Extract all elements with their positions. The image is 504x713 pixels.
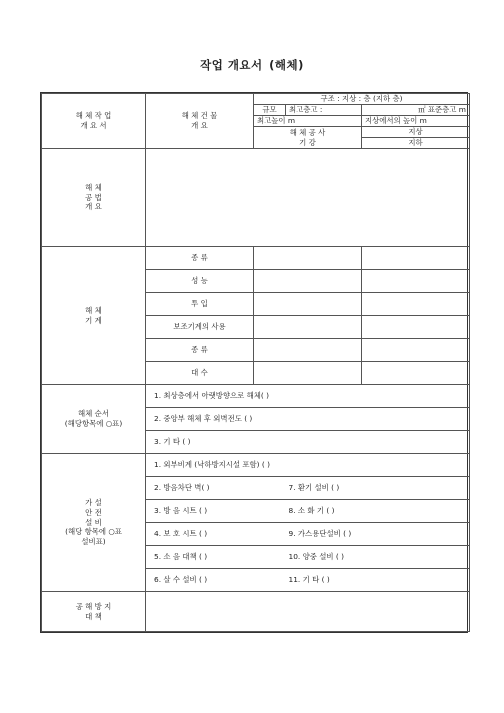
work-overview-form bbox=[40, 92, 468, 633]
temp-label-3: 설 비 bbox=[85, 517, 102, 527]
temp-option-8[interactable]: 8. 소 화 기 ( ) bbox=[286, 500, 470, 523]
machine-count-label: 대 수 bbox=[146, 362, 254, 385]
below-ground-field[interactable]: 지하 bbox=[362, 138, 470, 149]
temp-label-1: 가 설 bbox=[85, 497, 102, 507]
form-table bbox=[41, 93, 470, 632]
pollution-label-1: 공 해 방 지 bbox=[75, 601, 112, 611]
order-label-1: 해체 순서 bbox=[78, 409, 109, 419]
machine-count-value-1[interactable] bbox=[254, 362, 362, 385]
order-option-3[interactable]: 3. 기 타 ( ) bbox=[146, 431, 470, 454]
temp-option-2[interactable]: 2. 방음차단 벽( ) bbox=[146, 477, 286, 500]
auxiliary-machine-value-2[interactable] bbox=[362, 316, 470, 339]
standard-floor-height-field[interactable]: ㎡ 표준층고 m bbox=[362, 105, 470, 116]
pollution-label-cell bbox=[42, 592, 146, 632]
order-label-2: (해당항목에 ○표) bbox=[64, 419, 123, 428]
pollution-content-field[interactable] bbox=[146, 592, 470, 632]
temp-facility-label-cell bbox=[42, 454, 146, 592]
method-content-field[interactable] bbox=[146, 149, 470, 247]
temp-option-1[interactable]: 1. 외부비계 (낙하방지시설 포함) ( ) bbox=[146, 454, 470, 477]
order-label-cell bbox=[42, 385, 146, 454]
title-main: 작업 개요서 bbox=[200, 58, 263, 72]
work-overview-label-1: 해 체 작 업 bbox=[75, 111, 112, 121]
method-label-cell bbox=[42, 149, 146, 247]
building-overview-label-cell bbox=[146, 94, 254, 149]
work-period-label-2: 기 강 bbox=[299, 137, 316, 147]
order-option-1[interactable]: 1. 최상층에서 아랫방향으로 해체( ) bbox=[146, 385, 470, 408]
temp-option-6[interactable]: 6. 살 수 설비 ( ) bbox=[146, 569, 286, 592]
temp-option-3[interactable]: 3. 방 음 시트 ( ) bbox=[146, 500, 286, 523]
title-sub: (해체) bbox=[269, 58, 304, 72]
auxiliary-type-label: 종 류 bbox=[146, 339, 254, 362]
machine-performance-label: 성 능 bbox=[146, 270, 254, 293]
work-period-label-cell bbox=[254, 127, 362, 149]
building-overview-label-2: 개 요 bbox=[191, 121, 208, 130]
machine-label-2: 기 계 bbox=[85, 315, 102, 325]
temp-option-11[interactable]: 11. 기 타 ( ) bbox=[286, 569, 470, 592]
above-ground-field[interactable]: 지상 bbox=[362, 127, 470, 138]
machine-label-1: 해 체 bbox=[85, 305, 102, 315]
scale-label: 규모 bbox=[254, 105, 286, 116]
machine-performance-value-2[interactable] bbox=[362, 270, 470, 293]
work-period-label-1: 해 체 공 사 bbox=[289, 127, 326, 137]
machine-input-label: 투 입 bbox=[146, 293, 254, 316]
machine-label-cell bbox=[42, 247, 146, 385]
method-label-2: 공 법 bbox=[85, 192, 102, 202]
max-floor-height-field[interactable]: 최고층고 : bbox=[286, 105, 362, 116]
machine-performance-value-1[interactable] bbox=[254, 270, 362, 293]
auxiliary-type-value-1[interactable] bbox=[254, 339, 362, 362]
height-above-ground-field[interactable]: 지상에서의 높이 m bbox=[362, 116, 470, 127]
machine-count-value-2[interactable] bbox=[362, 362, 470, 385]
machine-input-value-1[interactable] bbox=[254, 293, 362, 316]
structure-field[interactable]: 구조 : 지상 : 층 (지하 층) bbox=[254, 94, 470, 105]
auxiliary-machine-label: 보조기계의 사용 bbox=[146, 316, 254, 339]
machine-type-value-2[interactable] bbox=[362, 247, 470, 270]
max-height-field[interactable]: 최고높이 m bbox=[254, 116, 362, 127]
page-title bbox=[0, 57, 504, 73]
pollution-label-2: 대 책 bbox=[85, 611, 102, 621]
work-overview-label-2: 개 요 서 bbox=[80, 121, 107, 130]
building-overview-label-1: 해 체 건 물 bbox=[181, 111, 218, 121]
temp-label-4: (해당 항목에 ○표 bbox=[65, 527, 122, 537]
machine-input-value-2[interactable] bbox=[362, 293, 470, 316]
temp-option-4[interactable]: 4. 보 호 시트 ( ) bbox=[146, 523, 286, 546]
order-option-2[interactable]: 2. 중앙부 해체 후 외벽전도 ( ) bbox=[146, 408, 470, 431]
auxiliary-type-value-2[interactable] bbox=[362, 339, 470, 362]
auxiliary-machine-value-1[interactable] bbox=[254, 316, 362, 339]
temp-option-5[interactable]: 5. 소 음 대책 ( ) bbox=[146, 546, 286, 569]
temp-option-7[interactable]: 7. 환기 설비 ( ) bbox=[286, 477, 470, 500]
temp-option-9[interactable]: 9. 가스용단설비 ( ) bbox=[286, 523, 470, 546]
temp-option-10[interactable]: 10. 양중 설비 ( ) bbox=[286, 546, 470, 569]
method-label-3: 개 요 bbox=[85, 202, 102, 212]
machine-type-value-1[interactable] bbox=[254, 247, 362, 270]
work-overview-label-cell bbox=[42, 94, 146, 149]
method-label-1: 해 체 bbox=[85, 182, 102, 192]
temp-label-2: 안 전 bbox=[85, 507, 102, 517]
temp-label-5: 설비표) bbox=[81, 537, 106, 547]
machine-type-label: 종 류 bbox=[146, 247, 254, 270]
